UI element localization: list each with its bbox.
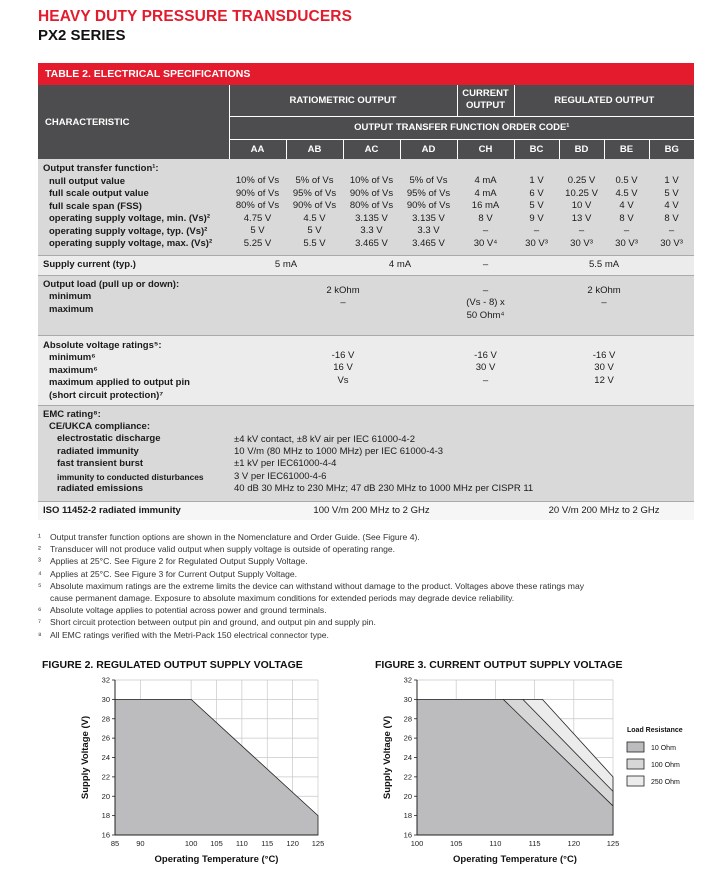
otf-column-be: 0.5 V 4.5 V 4 V 8 V – 30 V³ bbox=[604, 159, 649, 255]
table-caption: TABLE 2. ELECTRICAL SPECIFICATIONS bbox=[38, 63, 694, 85]
otf-column-aa: 10% of Vs 90% of Vs 80% of Vs 4.75 V 5 V 5.25 V bbox=[229, 159, 286, 255]
x-tick-label: 110 bbox=[235, 839, 248, 848]
otf-column-bc: 1 V 6 V 5 V 9 V – 30 V³ bbox=[514, 159, 559, 255]
order-code-bd: BD bbox=[559, 139, 604, 159]
x-tick-label: 115 bbox=[261, 839, 274, 848]
footnote: ⁶ Absolute voltage applies to potential across power and ground terminals. bbox=[38, 605, 327, 616]
y-axis-label: Supply Voltage (V) bbox=[382, 715, 393, 800]
x-tick-label: 120 bbox=[286, 839, 299, 848]
legend-label: 10 Ohm bbox=[651, 745, 676, 752]
x-tick-label: 85 bbox=[110, 839, 120, 848]
x-tick-label: 105 bbox=[449, 839, 463, 848]
otf-column-ad: 5% of Vs 95% of Vs 90% of Vs 3.135 V 3.3 V 3.465 V bbox=[400, 159, 457, 255]
otf-column-bg: 1 V 5 V 4 V 8 V – 30 V³ bbox=[649, 159, 694, 255]
legend-title: Load Resistance bbox=[627, 727, 683, 734]
page-subtitle: PX2 SERIES bbox=[38, 27, 126, 44]
figure-3-chart bbox=[363, 672, 693, 872]
output-load-regulated: 2 kOhm – bbox=[514, 275, 694, 335]
y-tick-label: 22 bbox=[101, 772, 110, 782]
y-tick-label: 24 bbox=[101, 753, 110, 762]
footnote: ⁵ Absolute maximum ratings are the extreme limits the device can withstand without damage to the product. Voltages above these ratings may bbox=[38, 580, 585, 591]
order-code-bc: BC bbox=[514, 139, 559, 159]
iso-left: 100 V/m 200 MHz to 2 GHz bbox=[229, 501, 514, 520]
y-tick-label: 18 bbox=[101, 811, 110, 821]
otf-labels: Output transfer function¹: null output value full scale output value full scale span (FSS) operating supply voltage, min. (Vs)² operating supply voltage, typ. (Vs)² operating supply voltage, max. (Vs)² bbox=[38, 159, 229, 255]
order-code-header: OUTPUT TRANSFER FUNCTION ORDER CODE¹ bbox=[229, 116, 694, 139]
order-code-ac: AC bbox=[343, 139, 400, 159]
supply-current-current: – bbox=[457, 255, 514, 275]
footnote: ⁷ Short circuit protection between output pin and ground, and output pin and supply pin. bbox=[38, 617, 376, 628]
figure-2-chart bbox=[38, 672, 338, 872]
legend-swatch bbox=[627, 742, 644, 752]
iso-label: ISO 11452-2 radiated immunity bbox=[38, 501, 229, 520]
x-tick-label: 90 bbox=[136, 839, 145, 848]
x-tick-label: 100 bbox=[184, 839, 198, 848]
electrical-specifications-table bbox=[38, 63, 694, 520]
figure-3-title: FIGURE 3. CURRENT OUTPUT SUPPLY VOLTAGE bbox=[375, 659, 623, 671]
footnote: ¹ Output transfer function options are shown in the Nomenclature and Order Guide. (See Figure 4). bbox=[38, 532, 420, 542]
otf-column-ch: 4 mA 4 mA 16 mA 8 V – 30 V⁴ bbox=[457, 159, 514, 255]
order-code-be: BE bbox=[604, 139, 649, 159]
x-tick-label: 100 bbox=[410, 839, 424, 848]
legend-label: 250 Ohm bbox=[651, 779, 680, 786]
output-load-current: – (Vs - 8) x 50 Ohm⁴ bbox=[457, 275, 514, 335]
order-code-aa: AA bbox=[229, 139, 286, 159]
x-tick-label: 125 bbox=[311, 839, 325, 848]
current-header: CURRENT OUTPUT bbox=[457, 85, 514, 116]
abs-ratings-labels: Absolute voltage ratings⁵: minimum⁶ maximum⁶ maximum applied to output pin (short circuit protection)⁷ bbox=[38, 335, 229, 405]
figure-3 bbox=[375, 659, 675, 671]
regulated-header: REGULATED OUTPUT bbox=[514, 85, 694, 116]
footnote-continuation: cause permanent damage. Exposure to absolute maximum conditions for extended periods may degrade device reliability. bbox=[50, 593, 515, 604]
otf-column-bd: 0.25 V 10.25 V 10 V 13 V – 30 V³ bbox=[559, 159, 604, 255]
characteristic-header: CHARACTERISTIC bbox=[38, 85, 229, 159]
output-load-ratiometric: 2 kOhm – bbox=[229, 275, 457, 335]
y-tick-label: 20 bbox=[101, 791, 110, 801]
footnote: ⁴ Applies at 25°C. See Figure 3 for Current Output Supply Voltage. bbox=[38, 568, 298, 579]
legend-label: 100 Ohm bbox=[651, 762, 680, 769]
y-axis-label: Supply Voltage (V) bbox=[80, 715, 91, 800]
footnote: ³ Applies at 25°C. See Figure 2 for Regulated Output Supply Voltage. bbox=[38, 556, 308, 567]
figure-2 bbox=[38, 659, 338, 671]
y-tick-label: 24 bbox=[403, 753, 412, 762]
x-tick-label: 125 bbox=[606, 839, 620, 848]
output-load-labels: Output load (pull up or down): minimum maximum bbox=[38, 275, 229, 335]
y-tick-label: 16 bbox=[101, 830, 110, 840]
emc-values: ±4 kV contact, ±8 kV air per IEC 61000-4-2 10 V/m (80 MHz to 1000 MHz) per IEC 61000-4-3 ±1 kV per IEC61000-4-4 3 V per IEC61000-4-6 40 dB 30 MHz to 230 MHz; 47 dB 230 MHz to 1000 MHz per CISPR 11 bbox=[229, 405, 694, 501]
y-tick-label: 26 bbox=[101, 733, 110, 743]
order-code-ch: CH bbox=[457, 139, 514, 159]
footnote: ² Transducer will not produce valid output when supply voltage is outside of operating range. bbox=[38, 544, 396, 555]
otf-column-ac: 10% of Vs 90% of Vs 80% of Vs 3.135 V 3.3 V 3.465 V bbox=[343, 159, 400, 255]
x-axis-label: Operating Temperature (°C) bbox=[453, 854, 577, 865]
y-tick-label: 20 bbox=[403, 791, 412, 801]
legend-swatch bbox=[627, 776, 644, 786]
order-code-ab: AB bbox=[286, 139, 343, 159]
y-tick-label: 28 bbox=[403, 714, 412, 724]
footnotes bbox=[38, 531, 698, 641]
y-tick-label: 30 bbox=[101, 694, 110, 704]
otf-column-ab: 5% of Vs 95% of Vs 90% of Vs 4.5 V 5 V 5.5 V bbox=[286, 159, 343, 255]
legend-swatch bbox=[627, 759, 644, 769]
x-tick-label: 110 bbox=[489, 839, 502, 848]
ratiometric-header: RATIOMETRIC OUTPUT bbox=[229, 85, 457, 116]
x-tick-label: 105 bbox=[210, 839, 223, 848]
y-tick-label: 30 bbox=[403, 694, 412, 704]
x-tick-label: 115 bbox=[528, 839, 541, 848]
x-tick-label: 120 bbox=[567, 839, 581, 848]
order-code-ad: AD bbox=[400, 139, 457, 159]
supply-current-label: Supply current (typ.) bbox=[38, 255, 229, 275]
abs-ratings-current: -16 V 30 V – bbox=[457, 335, 514, 405]
emc-labels: EMC rating⁸: CE/UKCA compliance: electrostatic discharge radiated immunity fast transient burst immunity to conducted disturbances radiated emissions bbox=[38, 405, 229, 501]
y-tick-label: 18 bbox=[403, 811, 412, 821]
y-tick-label: 32 bbox=[403, 675, 412, 685]
supply-current-regulated: 5.5 mA bbox=[514, 255, 694, 275]
order-code-bg: BG bbox=[649, 139, 694, 159]
page-title: HEAVY DUTY PRESSURE TRANSDUCERS bbox=[38, 8, 353, 25]
y-tick-label: 22 bbox=[403, 772, 412, 782]
y-tick-label: 28 bbox=[101, 714, 110, 724]
supply-current-ratio-cd: 4 mA bbox=[343, 255, 457, 275]
abs-ratings-ratiometric: -16 V 16 V Vs bbox=[229, 335, 457, 405]
supply-current-ratio-ab: 5 mA bbox=[229, 255, 343, 275]
y-tick-label: 32 bbox=[101, 675, 110, 685]
figure-2-title: FIGURE 2. REGULATED OUTPUT SUPPLY VOLTAGE bbox=[42, 659, 303, 671]
x-axis-label: Operating Temperature (°C) bbox=[154, 854, 279, 865]
y-tick-label: 26 bbox=[403, 733, 412, 743]
y-tick-label: 16 bbox=[403, 830, 412, 840]
iso-right: 20 V/m 200 MHz to 2 GHz bbox=[514, 501, 694, 520]
abs-ratings-regulated: -16 V 30 V 12 V bbox=[514, 335, 694, 405]
footnote: ⁸ All EMC ratings verified with the Metri-Pack 150 electrical connector type. bbox=[38, 629, 329, 640]
